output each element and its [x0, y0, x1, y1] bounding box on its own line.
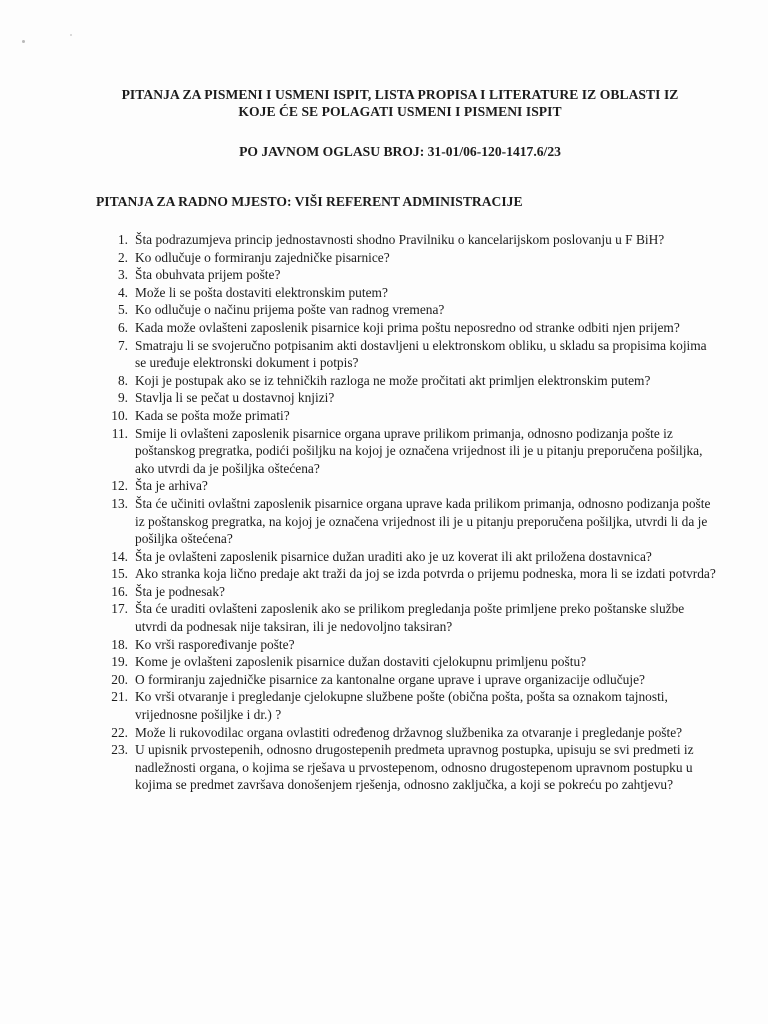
question-item — [104, 372, 716, 390]
document-title-line: PITANJA ZA PISMENI I USMENI ISPIT, LISTA PROPISA I LITERATURE IZ OBLASTI IZ — [121, 87, 679, 102]
question-number: 2. — [117, 249, 128, 265]
question-item — [104, 600, 716, 635]
question-item — [104, 548, 716, 566]
question-item — [104, 301, 716, 319]
question-text: Ko odlučuje o načinu prijema pošte van radnog vremena? — [135, 302, 445, 318]
question-text: U upisnik prvostepenih, odnosno drugostepenih predmeta upravnog postupka, upisuju se svi predmeti iz nadležnosti organa, o kojima se rješava u prvostepenom, odnosno drugostepenom upravnom postupku u kojima se predmet završava donošenjem rješenja, odnosno zaključka, a koji se pokreću po zahtjevu? — [135, 742, 694, 793]
question-item — [104, 724, 716, 742]
question-number: 10. — [111, 407, 128, 423]
question-text: Koji je postupak ako se iz tehničkih razloga ne može pročitati akt primljen elektronskim putem? — [135, 372, 651, 388]
question-item — [104, 565, 716, 583]
question-number: 13. — [111, 495, 128, 511]
question-number: 15. — [111, 566, 128, 582]
question-number: 3. — [117, 267, 128, 283]
question-number: 17. — [111, 601, 128, 617]
question-number: 5. — [117, 302, 128, 318]
question-text: Ako stranka koja lično predaje akt traži da joj se izda potvrda o prijemu podneska, mora li se izdati potvrda? — [135, 566, 716, 582]
question-number: 23. — [111, 742, 128, 758]
question-number: 19. — [111, 654, 128, 670]
question-item — [104, 231, 716, 249]
question-item — [104, 636, 716, 654]
question-item — [104, 583, 716, 601]
question-text: Šta će učiniti ovlaštni zaposlenik pisarnice organa uprave kada prilikom primanja, odnosno podizanja pošte iz poštanskog pregratka, na kojoj je označena vrijednost ili je u pitanju preporučena pošiljka, utvrdi li da je pošiljka oštećena? — [135, 495, 711, 547]
question-item — [104, 407, 716, 425]
question-number: 9. — [117, 390, 128, 406]
question-list — [104, 231, 716, 794]
question-text: Stavlja li se pečat u dostavnoj knjizi? — [135, 390, 335, 406]
question-text: Ko odlučuje o formiranju zajedničke pisarnice? — [135, 249, 390, 265]
question-number: 12. — [111, 478, 128, 494]
question-number: 7. — [117, 337, 128, 353]
question-item — [104, 653, 716, 671]
question-text: Smatraju li se svojeručno potpisanim akti dostavljeni u elektronskom obliku, u skladu sa propisima kojima se uređuje elektronski dokument i potpis? — [135, 337, 707, 371]
question-item — [104, 741, 716, 794]
question-number: 1. — [117, 232, 128, 247]
question-text: Ko vrši raspoređivanje pošte? — [135, 636, 295, 652]
question-text: Šta je ovlašteni zaposlenik pisarnice dužan uraditi ako je uz koverat ili akt priložena dostavnica? — [135, 548, 652, 564]
question-item — [104, 495, 716, 548]
question-item — [104, 337, 716, 372]
question-item — [104, 319, 716, 337]
question-number: 4. — [117, 284, 128, 300]
question-item — [104, 425, 716, 478]
question-item — [104, 266, 716, 284]
question-text: Šta je arhiva? — [135, 478, 208, 494]
question-number: 16. — [111, 583, 128, 599]
question-text: Smije li ovlašteni zaposlenik pisarnice organa uprave prilikom primanja, odnosno podizanja pošte iz poštanskog pregratka, podići pošiljku na kojoj je označena vrijednost ili je u pitanju preporučena pošiljka, ako utvrdi da je pošiljka oštećena? — [135, 425, 703, 476]
question-text: Može li rukovodilac organa ovlastiti određenog državnog službenika za otvaranje i pregledanje pošte? — [135, 724, 683, 740]
question-text: Šta je podnesak? — [135, 583, 225, 599]
question-number: 8. — [117, 372, 128, 388]
question-text: Kada se pošta može primati? — [135, 407, 290, 423]
question-text: O formiranju zajedničke pisarnice za kantonalne organe uprave i uprave organizacije odlučuje? — [135, 671, 645, 687]
scan-speck — [70, 34, 72, 36]
question-item — [104, 284, 716, 302]
question-number: 20. — [111, 671, 128, 687]
question-text: Ko vrši otvaranje i pregledanje cjelokupne službene pošte (obična pošta, pošta sa oznakom tajnosti, vrijednosne pošiljke i dr.) ? — [135, 689, 668, 723]
question-item — [104, 688, 716, 723]
question-text: Šta obuhvata prijem pošte? — [135, 267, 281, 283]
question-item — [104, 477, 716, 495]
question-number: 14. — [111, 548, 128, 564]
question-text: Može li se pošta dostaviti elektronskim putem? — [135, 284, 388, 300]
scan-speck — [22, 40, 25, 43]
question-number: 18. — [111, 636, 128, 652]
question-number: 21. — [111, 689, 128, 705]
question-text: Šta će uraditi ovlašteni zaposlenik ako se prilikom pregledanja pošte primljene preko poštanske službe utvrdi da podnesak nije taksiran, ili je nedovoljno taksiran? — [135, 601, 685, 635]
document-title-line: KOJE ĆE SE POLAGATI USMENI I PISMENI ISPIT — [238, 104, 562, 119]
question-text: Šta podrazumjeva princip jednostavnosti shodno Pravilniku o kancelarijskom poslovanju u F BiH? — [135, 232, 665, 247]
announcement-number: PO JAVNOM OGLASU BROJ: 31-01/06-120-1417.6/23 — [239, 144, 561, 159]
document-title — [100, 86, 700, 120]
question-item — [104, 389, 716, 407]
question-number: 22. — [111, 724, 128, 740]
question-number: 6. — [117, 319, 128, 335]
section-heading: PITANJA ZA RADNO MJESTO: VIŠI REFERENT ADMINISTRACIJE — [96, 194, 523, 209]
question-text: Kome je ovlašteni zaposlenik pisarnice dužan dostaviti cjelokupnu primljenu poštu? — [135, 654, 587, 670]
question-number: 11. — [111, 425, 128, 441]
question-text: Kada može ovlašteni zaposlenik pisarnice koji prima poštu neposredno od stranke odbiti njen prijem? — [135, 319, 680, 335]
question-item — [104, 249, 716, 267]
question-item — [104, 671, 716, 689]
